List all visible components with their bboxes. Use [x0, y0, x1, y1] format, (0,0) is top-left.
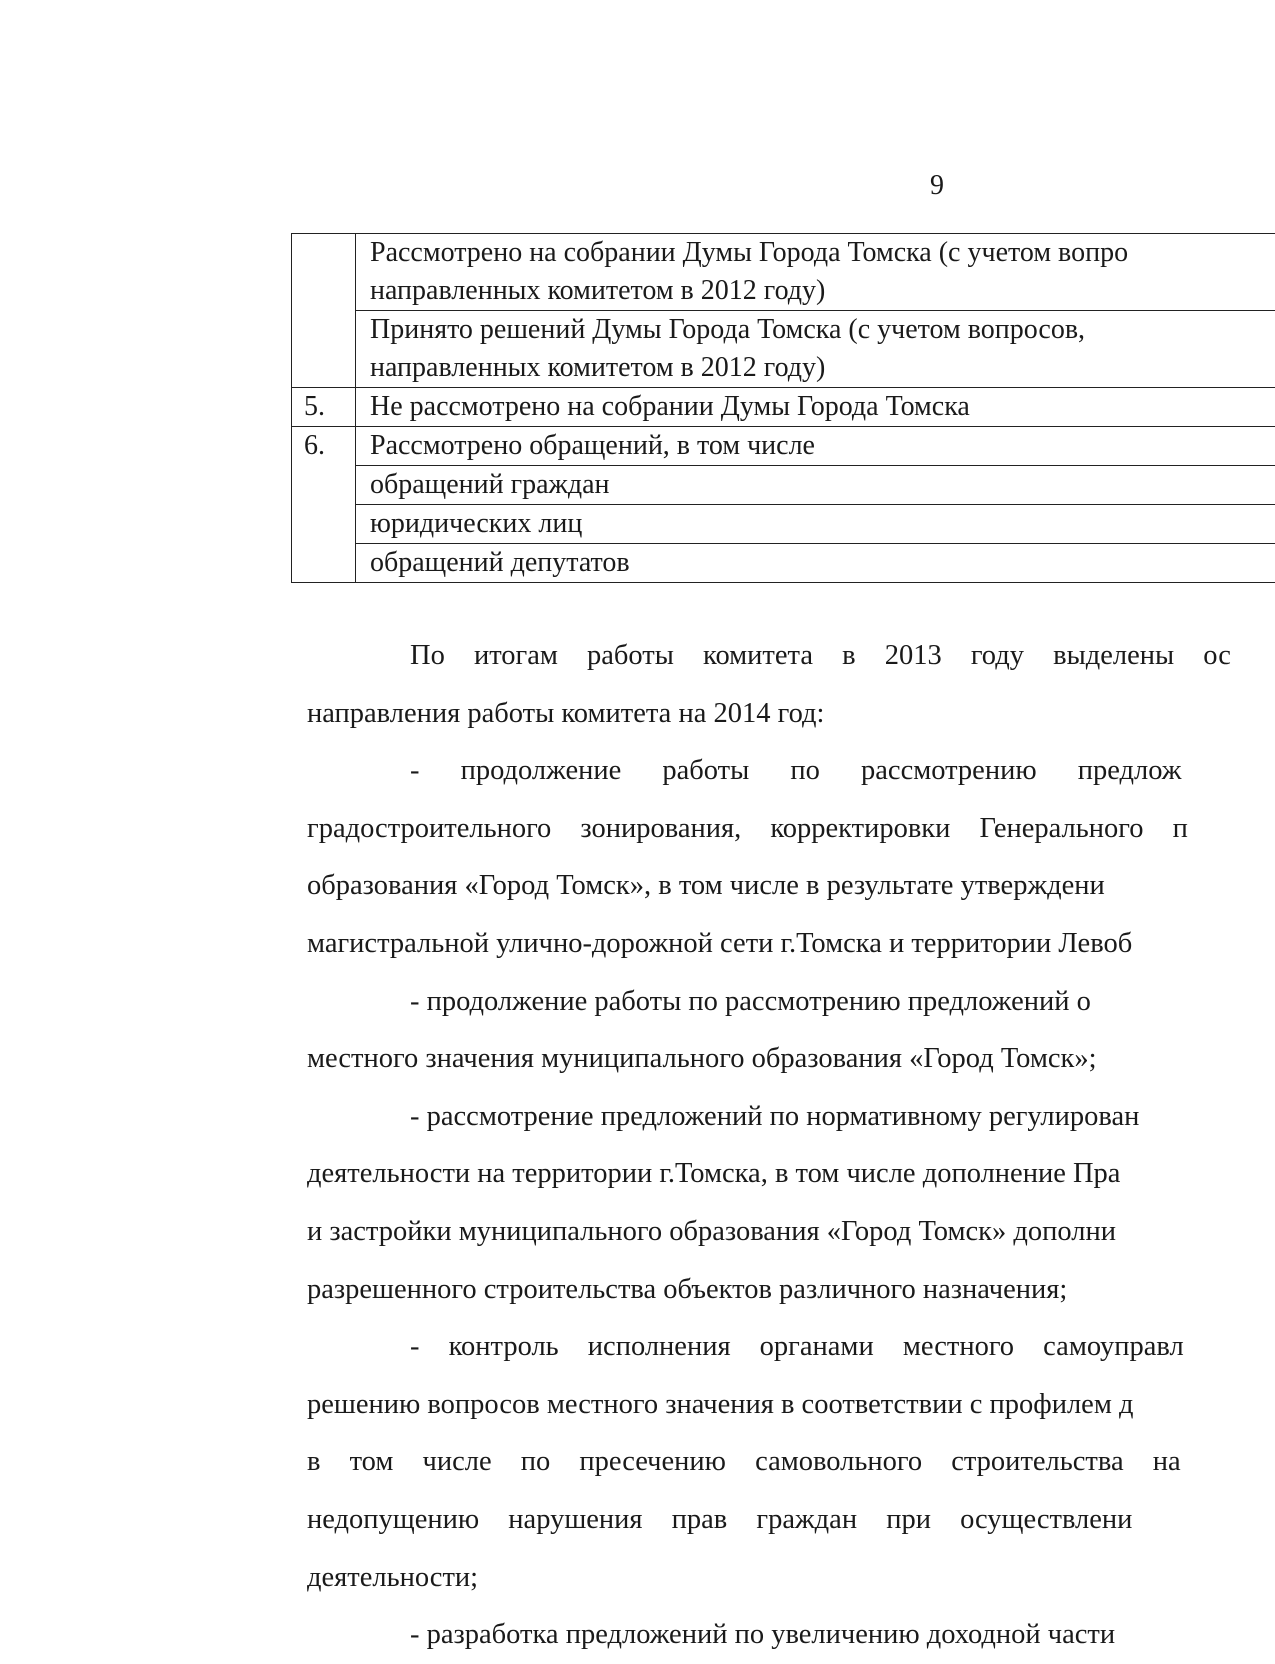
table-row: [292, 544, 1275, 583]
paragraph-line: решению вопросов местного значения в соответствии с профилем д: [307, 1376, 1275, 1434]
paragraph-line: недопущению нарушения прав граждан при осуществлени: [307, 1491, 1275, 1549]
paragraph-line: направления работы комитета на 2014 год:: [307, 685, 1275, 743]
table-row: [292, 388, 1275, 427]
paragraph-line: образования «Город Томск», в том числе в результате утверждени: [307, 857, 1275, 915]
paragraph-line: - контроль исполнения органами местного самоуправл: [307, 1318, 1275, 1376]
row-text-line: Принято решений Думы Города Томска (с учетом вопросов,: [370, 311, 1275, 349]
table-row: [292, 234, 1275, 311]
row-number-cell: 6.: [292, 427, 356, 583]
paragraph-line: - разработка предложений по увеличению доходной части: [307, 1606, 1275, 1664]
paragraph-line: По итогам работы комитета в 2013 году выделены ос: [307, 627, 1275, 685]
row-text-cell: юридических лиц: [356, 505, 1275, 544]
body-text: [307, 627, 1275, 1664]
paragraph-line: деятельности;: [307, 1549, 1275, 1607]
table-row: [292, 466, 1275, 505]
table-row: [292, 311, 1275, 388]
paragraph-line: деятельности на территории г.Томска, в том числе дополнение Пра: [307, 1145, 1275, 1203]
row-text-line: направленных комитетом в 2012 году): [370, 349, 1275, 387]
paragraph-line: разрешенного строительства объектов различного назначения;: [307, 1261, 1275, 1319]
row-text-cell: обращений граждан: [356, 466, 1275, 505]
report-table: [291, 233, 1275, 583]
row-text-cell: [356, 234, 1275, 311]
row-text-line: направленных комитетом в 2012 году): [370, 272, 1275, 310]
paragraph-line: в том числе по пресечению самовольного строительства на: [307, 1433, 1275, 1491]
table-row: [292, 427, 1275, 466]
table-row: [292, 505, 1275, 544]
paragraph-line: - продолжение работы по рассмотрению предложений о: [307, 973, 1275, 1031]
row-text-cell: Не рассмотрено на собрании Думы Города Томска: [356, 388, 1275, 427]
page-number: 9: [930, 170, 944, 202]
paragraph-line: и застройки муниципального образования «Город Томск» дополни: [307, 1203, 1275, 1261]
paragraph-line: местного значения муниципального образования «Город Томск»;: [307, 1030, 1275, 1088]
row-text-cell: [356, 311, 1275, 388]
paragraph-line: - продолжение работы по рассмотрению предлож: [307, 742, 1275, 800]
paragraph-line: градостроительного зонирования, корректировки Генерального п: [307, 800, 1275, 858]
paragraph-line: - рассмотрение предложений по нормативному регулирован: [307, 1088, 1275, 1146]
row-number-cell: 5.: [292, 388, 356, 427]
row-text-line: Рассмотрено на собрании Думы Города Томска (с учетом вопро: [370, 234, 1275, 272]
row-text-cell: Рассмотрено обращений, в том числе: [356, 427, 1275, 466]
row-text-cell: обращений депутатов: [356, 544, 1275, 583]
paragraph-line: магистральной улично-дорожной сети г.Томска и территории Левоб: [307, 915, 1275, 973]
row-number-cell: [292, 234, 356, 388]
